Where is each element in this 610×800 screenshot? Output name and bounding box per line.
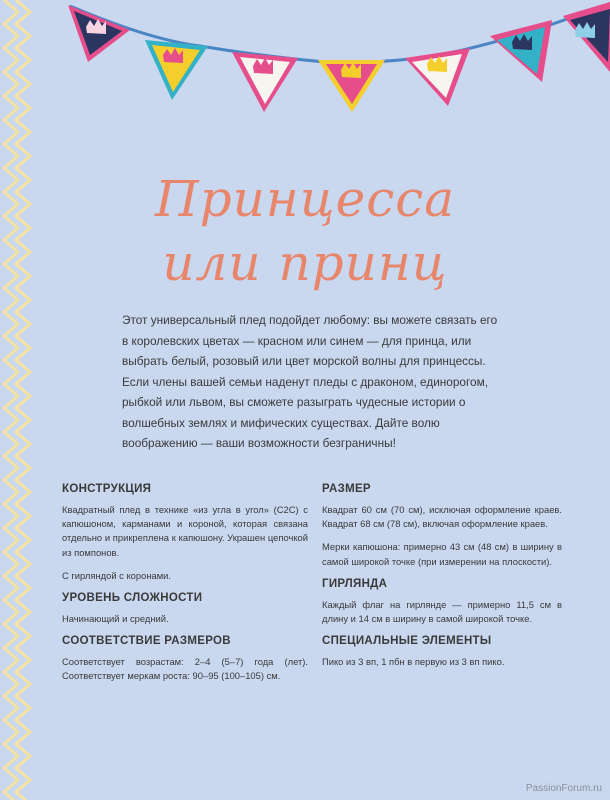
right-column — [322, 483, 562, 678]
zigzag-border — [0, 0, 42, 800]
flag-yellow-1 — [145, 40, 208, 100]
difficulty-heading: УРОВЕНЬ СЛОЖНОСТИ — [62, 592, 203, 605]
watermark: PassionForum.ru — [525, 783, 602, 794]
page-title-line2: или принц — [162, 234, 448, 292]
bunting-garland — [60, 0, 610, 115]
difficulty-text: Начинающий и средний. — [62, 613, 169, 625]
flag-navy-2 — [563, 2, 610, 72]
flag-white-2 — [405, 48, 470, 106]
sizes-text: Соответствует возрастам: 2–4 (5–7) года (лет). Соответствует меркам роста: 90–95 (100–105) см. — [62, 656, 308, 682]
flag-teal-1 — [490, 20, 552, 82]
sizes-heading: СООТВЕТСТВИЕ РАЗМЕРОВ — [62, 635, 231, 648]
special-text: Пико из 3 вп, 1 пбн в первую из 3 вп пико. — [322, 656, 505, 668]
size-text: Квадрат 60 см (70 см), исключая оформление краев. Квадрат 68 см (78 см), включая оформление краев. — [322, 504, 562, 530]
flag-navy-1 — [68, 5, 130, 62]
intro-paragraph: Этот универсальный плед подойдет любому: вы можете связать его в королевских цветах — красном или синем — для принца, или выбрать белый, розовый или цвет морской волны для принцессы. Если члены вашей семьи наденут пледы с драконом, единорогом, рыбкой или львом, вы сможете разыграть чудесные истории о волшебных землях и мифических существах. Дайте волю воображению — ваши возможности безграничны! — [122, 313, 498, 450]
flag-pink-1 — [318, 60, 385, 112]
left-column — [62, 483, 308, 693]
flag-white-1 — [232, 52, 298, 112]
page-title-line1: Принцесса — [154, 170, 456, 228]
construction-heading: КОНСТРУКЦИЯ — [62, 483, 152, 495]
size-heading: РАЗМЕР — [322, 483, 371, 495]
special-heading: СПЕЦИАЛЬНЫЕ ЭЛЕМЕНТЫ — [322, 635, 492, 648]
garland-text: Каждый флаг на гирлянде — примерно 11,5 см в длину и 14 см в ширину в самой широкой точке. — [322, 598, 562, 625]
construction-garland-text: С гирляндой с коронами. — [62, 569, 171, 581]
construction-text: Квадратный плед в технике «из угла в угол» (C2C) с капюшоном, карманами и короной, которая связана отдельно и прикреплена к капюшону. Украшен цепочкой из помпонов. — [62, 504, 308, 558]
garland-heading: ГИРЛЯНДА — [322, 577, 388, 590]
hood-size-text: Мерки капюшона: примерно 43 см (48 см) в ширину в самой широкой точке (при измерении на плоскости). — [322, 541, 562, 567]
